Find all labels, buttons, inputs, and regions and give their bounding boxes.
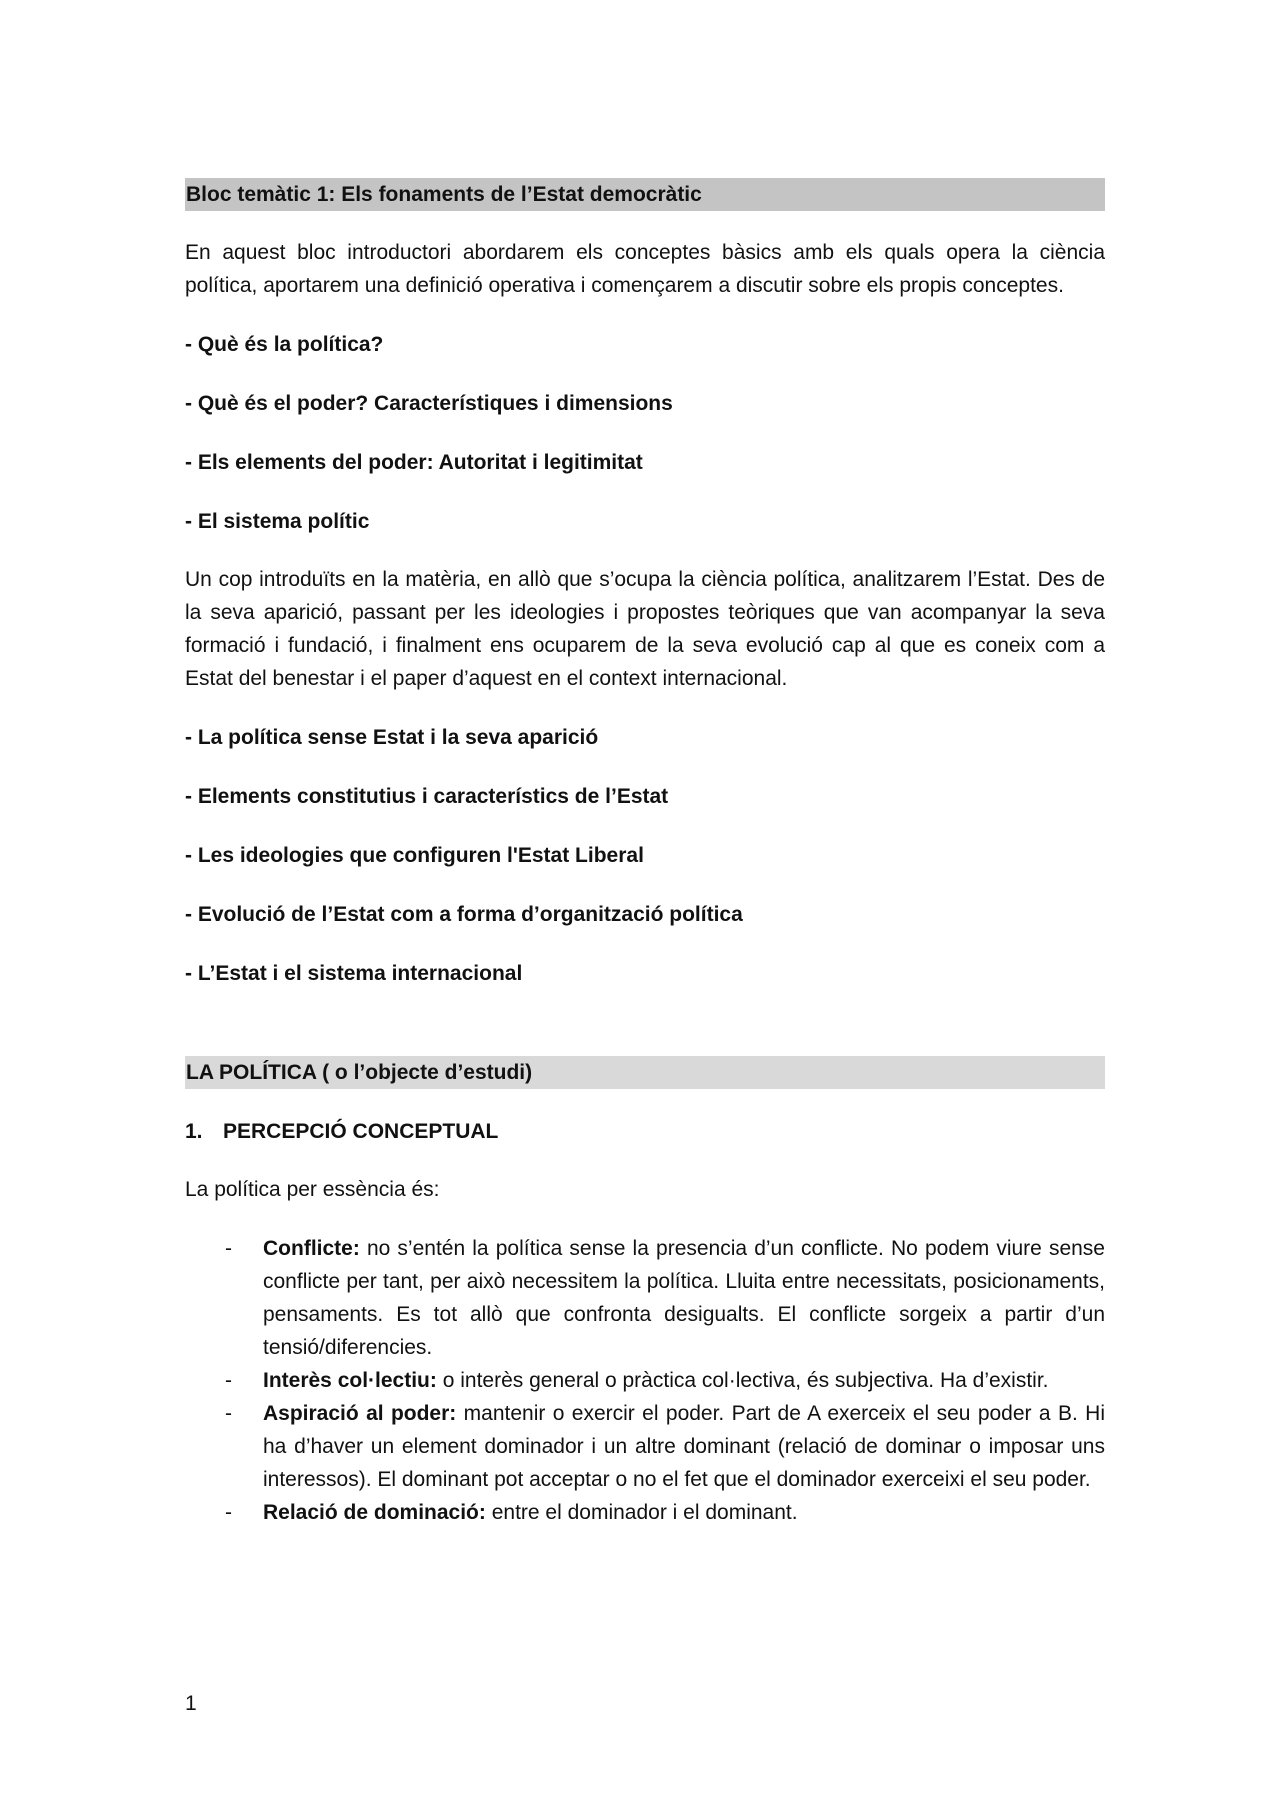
list-text: entre el dominador i el dominant. (485, 1501, 798, 1524)
list-text: o interès general o pràctica col·lectiva, és subjectiva. Ha d’existir. (436, 1369, 1049, 1392)
topic-item: - L’Estat i el sistema internacional (185, 962, 523, 985)
list-dash: - (225, 1369, 232, 1392)
page-content (185, 178, 1105, 1529)
topic-item: - Les ideologies que configuren l'Estat Liberal (185, 844, 644, 867)
spacer (185, 990, 1105, 1056)
section-heading: LA POLÍTICA ( o l’objecte d’estudi) (185, 1056, 1105, 1089)
topic-item: - La política sense Estat i la seva aparició (185, 726, 599, 749)
subsection-title: PERCEPCIÓ CONCEPTUAL (223, 1120, 499, 1143)
subsection-heading (185, 1115, 1105, 1148)
list-text: no s’entén la política sense la presencia d’un conflicte. No podem viure sense conflicte per tant, per això necessitem la política. Lluita entre necessitats, posicionaments, pensaments. Es tot allò que confronta desigualts. El conflicte sorgeix a partir d’un tensió/diferencies. (263, 1237, 1105, 1359)
subsection-number: 1. (185, 1120, 203, 1143)
block-heading: Bloc temàtic 1: Els fonaments de l’Estat democràtic (185, 178, 1105, 211)
topic-item: - El sistema polític (185, 510, 370, 533)
topic-item: - Què és el poder? Característiques i dimensions (185, 392, 673, 415)
list-dash: - (225, 1402, 232, 1425)
list-dash: - (225, 1501, 232, 1524)
topic-item: - Evolució de l’Estat com a forma d’organització política (185, 903, 743, 926)
list-item (185, 1397, 1105, 1496)
topic-item: - Els elements del poder: Autoritat i legitimitat (185, 451, 643, 474)
list-item (185, 1232, 1105, 1364)
list-term: Conflicte: (263, 1237, 360, 1260)
page-number: 1 (185, 1692, 197, 1715)
intro-paragraph: En aquest bloc introductori abordarem els conceptes bàsics amb els quals opera la ciència política, aportarem una definició operativa i començarem a discutir sobre els propis conceptes. (185, 241, 1105, 297)
list-item (185, 1364, 1105, 1397)
list-term: Relació de dominació: (263, 1501, 486, 1524)
topic-item: - Què és la política? (185, 333, 384, 356)
list-term: Interès col·lectiu: (263, 1369, 437, 1392)
list-term: Aspiració al poder: (263, 1402, 457, 1425)
list-text: mantenir o exercir el poder. Part de A exerceix el seu poder a B. Hi ha d’haver un element dominador i un altre dominant (relació de dominar o imposar uns interessos). El dominant pot acceptar o no el fet que el dominador exerceixi el seu poder. (263, 1402, 1105, 1491)
list-dash: - (225, 1237, 232, 1260)
topic-item: - Elements constitutius i característics de l’Estat (185, 785, 669, 808)
essence-list (185, 1232, 1105, 1529)
state-paragraph: Un cop introduïts en la matèria, en allò que s’ocupa la ciència política, analitzarem l’Estat. Des de la seva aparició, passant per les ideologies i propostes teòriques que van acompanyar la seva formació i fundació, i finalment ens ocuparem de la seva evolució cap al que es coneix com a Estat del benestar i el paper d’aquest en el context internacional. (185, 568, 1105, 690)
essence-intro: La política per essència és: (185, 1178, 440, 1201)
list-item (185, 1496, 1105, 1529)
